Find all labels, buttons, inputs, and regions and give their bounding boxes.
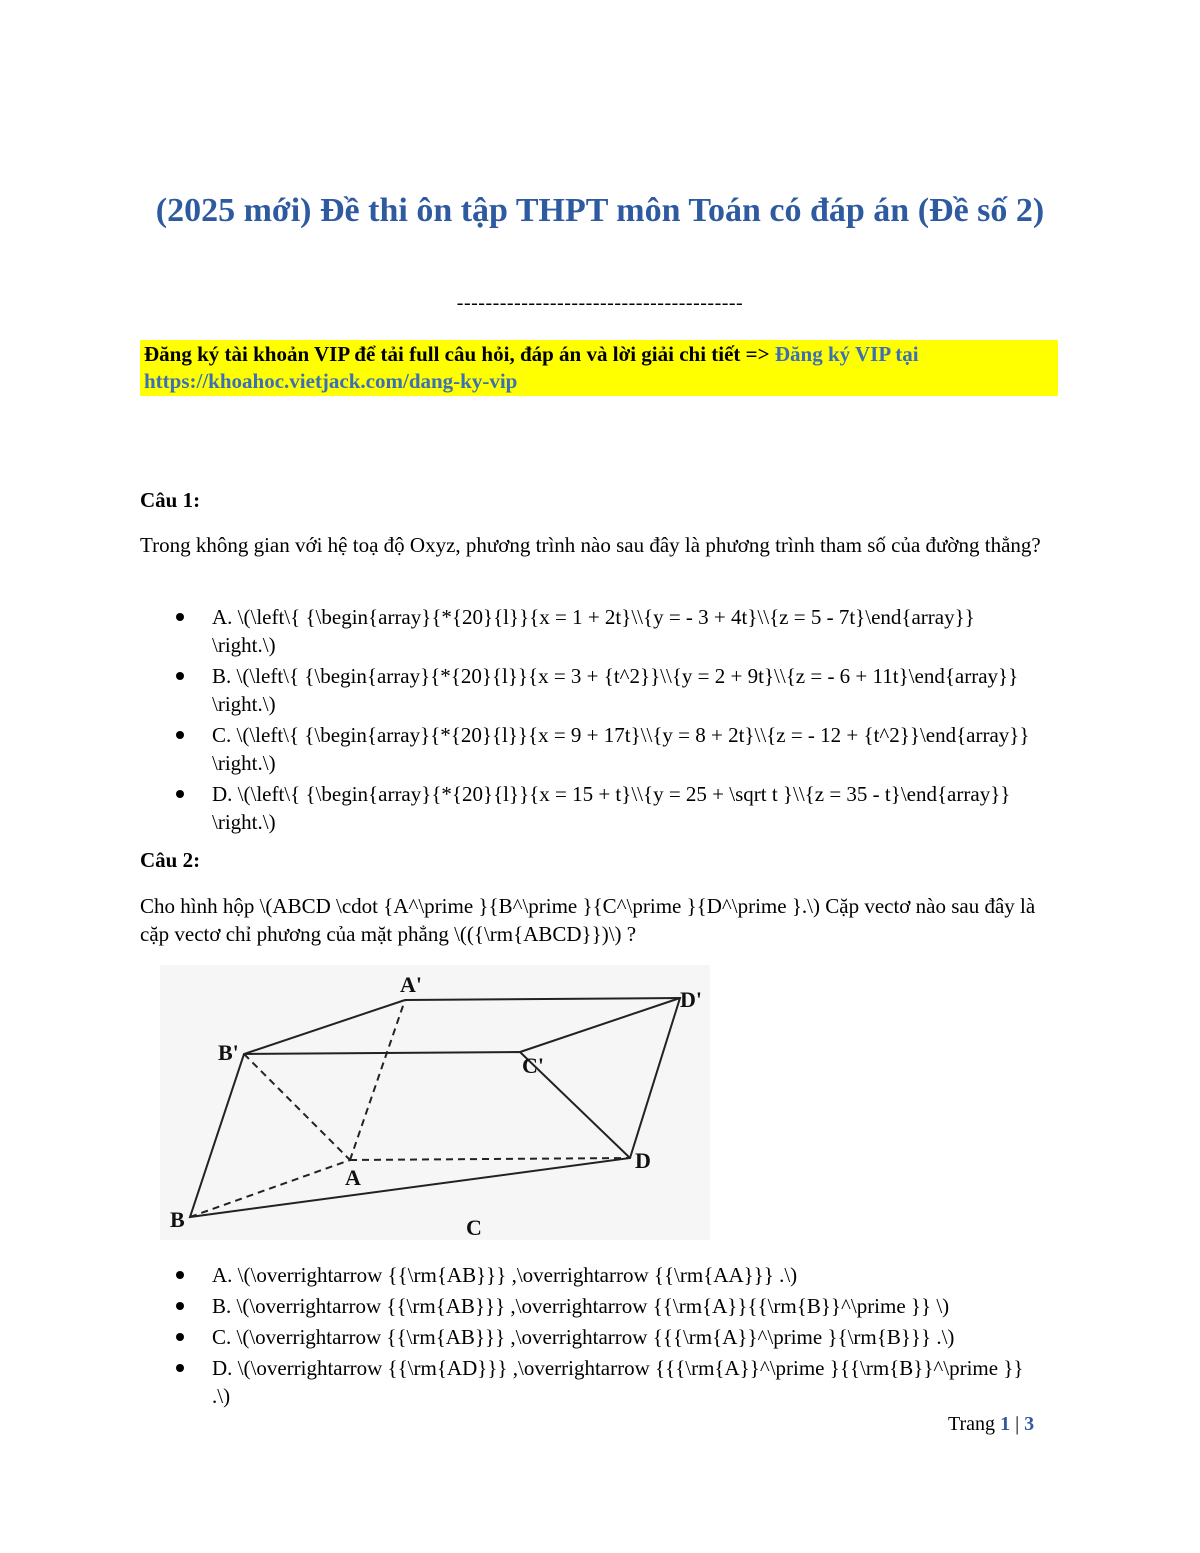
page-footer — [948, 1413, 1034, 1436]
q2-option-a-text: A. \(\overrightarrow {{\rm{AB}}} ,\overrightarrow {{\rm{AA}}} .\) — [212, 1263, 798, 1287]
label-d-prime: D' — [680, 987, 702, 1012]
figure-background — [160, 965, 710, 1240]
label-b: B — [170, 1207, 185, 1232]
bullet-icon — [176, 613, 184, 621]
footer-page-total: 3 — [1024, 1413, 1035, 1435]
vip-banner — [140, 340, 1058, 396]
bullet-icon — [176, 1364, 184, 1372]
q2-option-c-text: C. \(\overrightarrow {{\rm{AB}}} ,\overrightarrow {{{\rm{A}}^\prime }{\rm{B}}} .\) — [212, 1325, 955, 1349]
q1-option-c[interactable] — [140, 721, 1040, 777]
label-d: D — [635, 1148, 651, 1173]
question-1-heading: Câu 1: — [140, 488, 201, 512]
q2-option-a[interactable] — [140, 1261, 1040, 1289]
q1-option-d[interactable] — [140, 780, 1040, 836]
bullet-icon — [176, 1271, 184, 1279]
q2-option-d[interactable] — [140, 1354, 1040, 1410]
q1-option-a-text: A. \(\left\{ {\begin{array}{*{20}{l}}{x = 1 + 2t}\\{y = - 3 + 4t}\\{z = 5 - 7t}\end{array}} \right.\) — [212, 605, 975, 657]
label-b-prime: B' — [218, 1040, 239, 1065]
bullet-icon — [176, 790, 184, 798]
q1-option-b-text: B. \(\left\{ {\begin{array}{*{20}{l}}{x = 3 + {t^2}}\\{y = 2 + 9t}\\{z = - 6 + 11t}\end{array}} \right.\) — [212, 664, 1019, 716]
bullet-icon — [176, 672, 184, 680]
question-2-heading: Câu 2: — [140, 848, 201, 872]
label-a-prime: A' — [400, 972, 422, 997]
parallelepiped-figure — [160, 965, 710, 1240]
question-2-text: Cho hình hộp \(ABCD \cdot {A^\prime }{B^\prime }{C^\prime }{D^\prime }.\) Cặp vectơ nào sau đây là cặp vectơ chỉ phương của mặt phẳng \(({\rm{ABCD}})\) ? — [140, 894, 1036, 946]
footer-page-number: 1 — [1000, 1413, 1011, 1435]
q1-option-d-text: D. \(\left\{ {\begin{array}{*{20}{l}}{x = 15 + t}\\{y = 25 + \sqrt t }\\{z = 35 - t}\end{array}} \right.\) — [212, 782, 1011, 834]
footer-label: Trang — [948, 1413, 1001, 1435]
vip-banner-text: Đăng ký tài khoản VIP để tải full câu hỏi, đáp án và lời giải chi tiết => — [144, 342, 775, 366]
footer-separator: | — [1010, 1413, 1025, 1435]
q1-option-b[interactable] — [140, 662, 1040, 718]
question-1-text: Trong không gian với hệ toạ độ Oxyz, phương trình nào sau đây là phương trình tham số của đường thẳng? — [140, 533, 1041, 557]
q2-option-d-text: D. \(\overrightarrow {{\rm{AD}}} ,\overrightarrow {{{\rm{A}}^\prime }{{\rm{B}}^\prime }} .\) — [212, 1356, 1024, 1408]
q2-option-b[interactable] — [140, 1292, 1040, 1320]
q2-option-b-text: B. \(\overrightarrow {{\rm{AB}}} ,\overrightarrow {{\rm{A}}{{\rm{B}}^\prime }} \) — [212, 1294, 950, 1318]
page-title: (2025 mới) Đề thi ôn tập THPT môn Toán có đáp án (Đề số 2) — [155, 192, 1045, 229]
vip-register-link[interactable]: Đăng ký VIP tại — [774, 342, 919, 366]
bullet-icon — [176, 1333, 184, 1341]
label-c: C — [466, 1215, 482, 1240]
label-c-prime: C' — [522, 1053, 544, 1078]
vip-url-link[interactable]: https://khoahoc.vietjack.com/dang-ky-vip — [144, 369, 518, 393]
question-1-options — [140, 603, 1040, 839]
bullet-icon — [176, 731, 184, 739]
label-a: A — [345, 1165, 361, 1190]
q1-option-a[interactable] — [140, 603, 1040, 659]
q2-option-c[interactable] — [140, 1323, 1040, 1351]
question-2-options — [140, 1261, 1040, 1413]
separator: ---------------------------------------- — [456, 292, 744, 314]
bullet-icon — [176, 1302, 184, 1310]
q1-option-c-text: C. \(\left\{ {\begin{array}{*{20}{l}}{x = 9 + 17t}\\{y = 8 + 2t}\\{z = - 12 + {t^2}}\end{array}} \right.\) — [212, 723, 1030, 775]
